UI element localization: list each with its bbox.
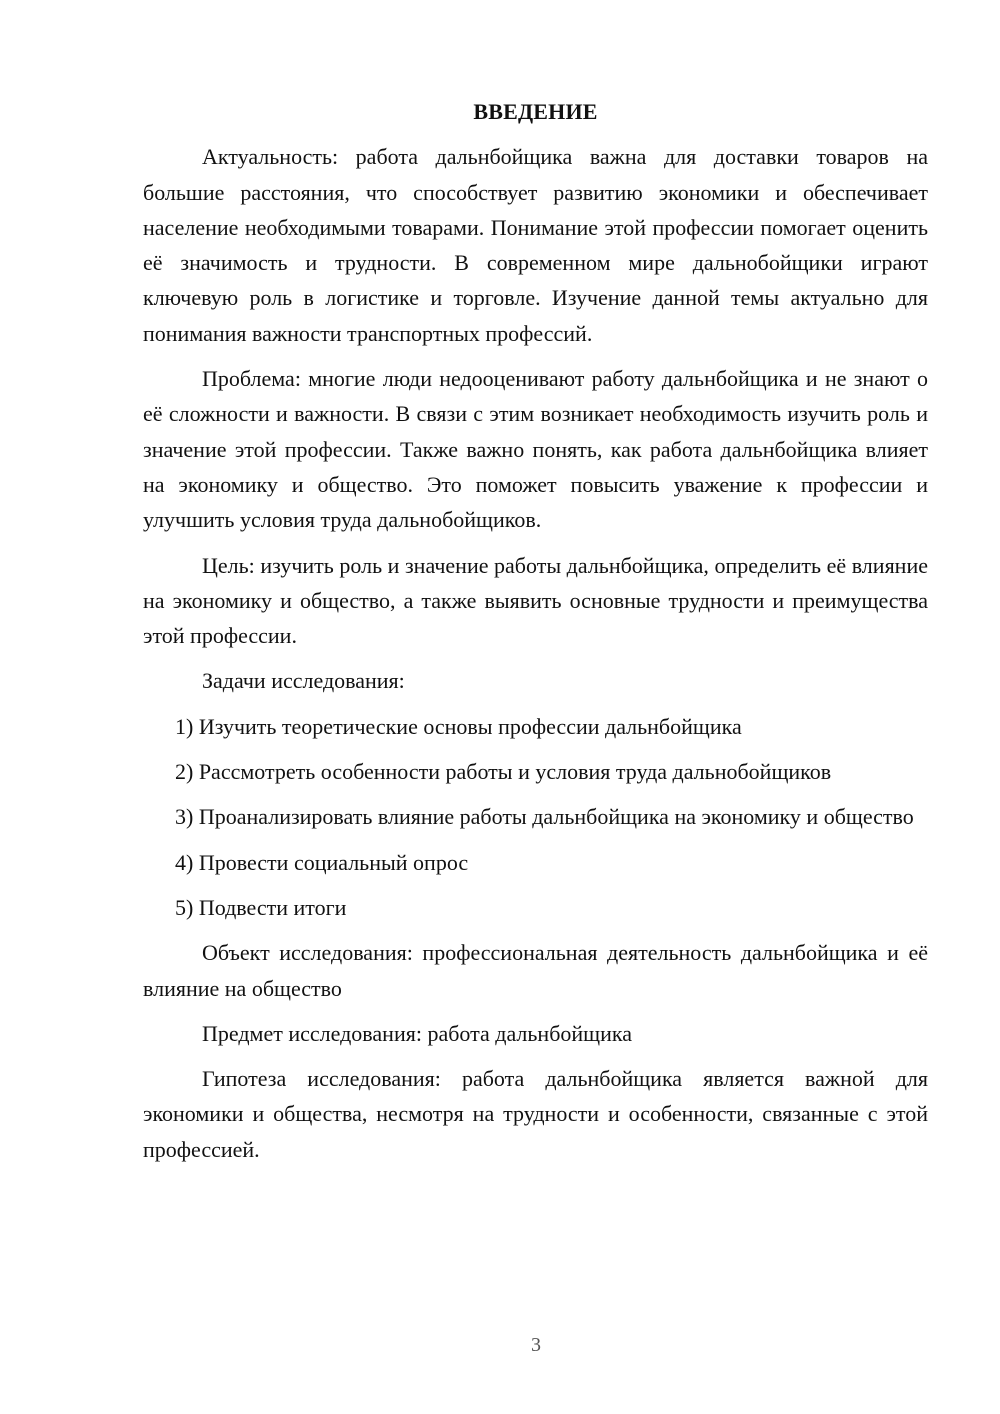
tasks-title: Задачи исследования: — [202, 668, 405, 694]
page-body — [143, 94, 928, 1177]
relevance-paragraph: Актуальность: работа дальнбойщика важна для доставки товаров на большие расстояния, что способствует развитию экономики и обеспечивает население необходимыми товарами. Понимание этой профессии помогает оценить её значимость и трудности. В современном мире дальнобойщики играют ключевую роль в логистике и торговле. Изучение данной темы актуально для понимания важности транспортных профессий. — [143, 144, 928, 346]
task-item-5: 5) Подвести итоги — [175, 894, 347, 920]
task-item-1: 1) Изучить теоретические основы профессии дальнбойщика — [175, 713, 742, 739]
subject-paragraph: Предмет исследования: работа дальнбойщика — [202, 1020, 632, 1046]
task-item-3: 3) Проанализировать влияние работы дальнбойщика на экономику и общество — [175, 804, 914, 830]
page-number: 3 — [531, 1334, 541, 1356]
task-item-4: 4) Провести социальный опрос — [175, 849, 469, 875]
goal-paragraph: Цель: изучить роль и значение работы дальнбойщика, определить её влияние на экономику и общество, а также выявить основные трудности и преимущества этой профессии. — [143, 552, 928, 649]
task-item-2: 2) Рассмотреть особенности работы и условия труда дальнобойщиков — [175, 759, 832, 785]
problem-paragraph: Проблема: многие люди недооценивают работу дальнбойщика и не знают о её сложности и важности. В связи с этим возникает необходимость изучить роль и значение этой профессии. Также важно понять, как работа дальнбойщика влияет на экономику и общество. Это поможет повысить уважение к профессии и улучшить условия труда дальнобойщиков. — [143, 366, 928, 533]
object-paragraph: Объект исследования: профессиональная деятельность дальнбойщика и её влияние на общество — [143, 940, 928, 1001]
section-heading: ВВЕДЕНИЕ — [473, 99, 598, 124]
hypothesis-paragraph: Гипотеза исследования: работа дальнбойщика является важной для экономики и общества, несмотря на трудности и особенности, связанные с этой профессией. — [143, 1066, 928, 1162]
